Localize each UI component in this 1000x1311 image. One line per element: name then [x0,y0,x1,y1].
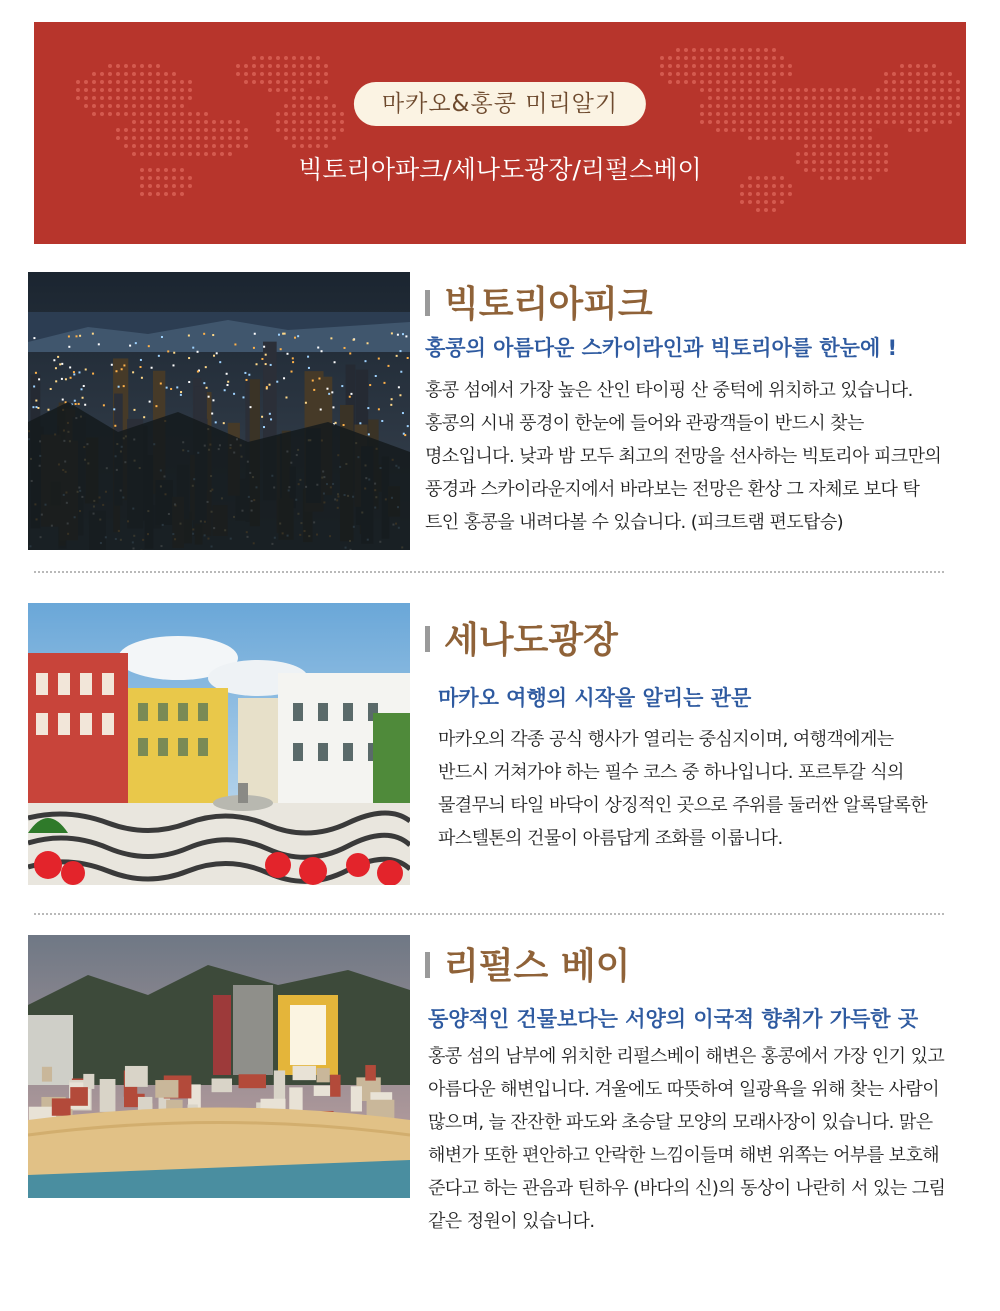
header-banner [34,22,966,244]
description-line: 같은 정원이 있습니다. [428,1211,595,1232]
repulse-bay-photo [28,935,410,1198]
description-line: 홍콩 섬의 남부에 위치한 리펄스베이 해변은 홍콩에서 가장 인기 있고 [428,1046,945,1067]
description-line: 반드시 거쳐가야 하는 필수 코스 중 하나입니다. 포르투갈 식의 [438,762,904,783]
title-text: 리펄스 베이 [444,946,631,987]
description-line: 물결무늬 타일 바닥이 상징적인 곳으로 주위를 둘러싼 알록달록한 [438,795,928,816]
section-title-repulse-bay [425,938,630,989]
description-line: 해변가 또한 편안하고 안락한 느낌이들며 해변 위쪽는 어부를 보호해 [428,1145,940,1166]
victoria-peak-photo [28,272,410,550]
description-line: 풍경과 스카이라운지에서 바라보는 전망은 환상 그 자체로 보다 탁 [425,479,920,500]
banner-pill-title: 마카오&홍콩 미리알기 [354,82,646,126]
description-senado-square [438,723,988,855]
world-map-dots-decoration [34,22,966,244]
description-victoria-peak [425,374,975,539]
description-line: 홍콩의 시내 풍경이 한눈에 들어와 관광객들이 반드시 찾는 [425,413,864,434]
description-line: 준다고 하는 관음과 틴하우 (바다의 신)의 동상이 나란히 서 있는 그림 [428,1178,946,1199]
description-line: 파스텔톤의 건물이 아름답게 조화를 이룹니다. [438,828,783,849]
description-line: 마카오의 각종 공식 행사가 열리는 중심지이며, 여행객에게는 [438,729,894,750]
section-divider [34,571,944,573]
tagline-repulse-bay: 동양적인 건물보다는 서양의 이국적 향취가 가득한 곳 [428,1007,919,1031]
senado-square-photo [28,603,410,885]
title-text: 세나도광장 [444,620,618,661]
description-line: 트인 홍콩을 내려다볼 수 있습니다. (피크트램 편도탑승) [425,512,844,533]
description-repulse-bay [428,1040,978,1238]
section-title-victoria-peak [425,276,653,327]
section-title-senado-square [425,612,618,663]
title-text: 빅토리아피크 [444,284,653,325]
description-line: 명소입니다. 낮과 밤 모두 최고의 전망을 선사하는 빅토리아 피크만의 [425,446,942,467]
description-line: 홍콩 섬에서 가장 높은 산인 타이핑 산 중턱에 위치하고 있습니다. [425,380,913,401]
section-divider [34,913,944,915]
banner-subtitle: 빅토리아파크/세나도광장/리펄스베이 [298,155,702,184]
description-line: 많으며, 늘 잔잔한 파도와 초승달 모양의 모래사장이 있습니다. 맑은 [428,1112,933,1133]
tagline-victoria-peak: 홍콩의 아름다운 스카이라인과 빅토리아를 한눈에 ! [425,336,898,360]
tagline-senado-square: 마카오 여행의 시작을 알리는 관문 [438,686,752,710]
description-line: 아름다운 해변입니다. 겨울에도 따뜻하여 일광욕을 위해 찾는 사람이 [428,1079,940,1100]
